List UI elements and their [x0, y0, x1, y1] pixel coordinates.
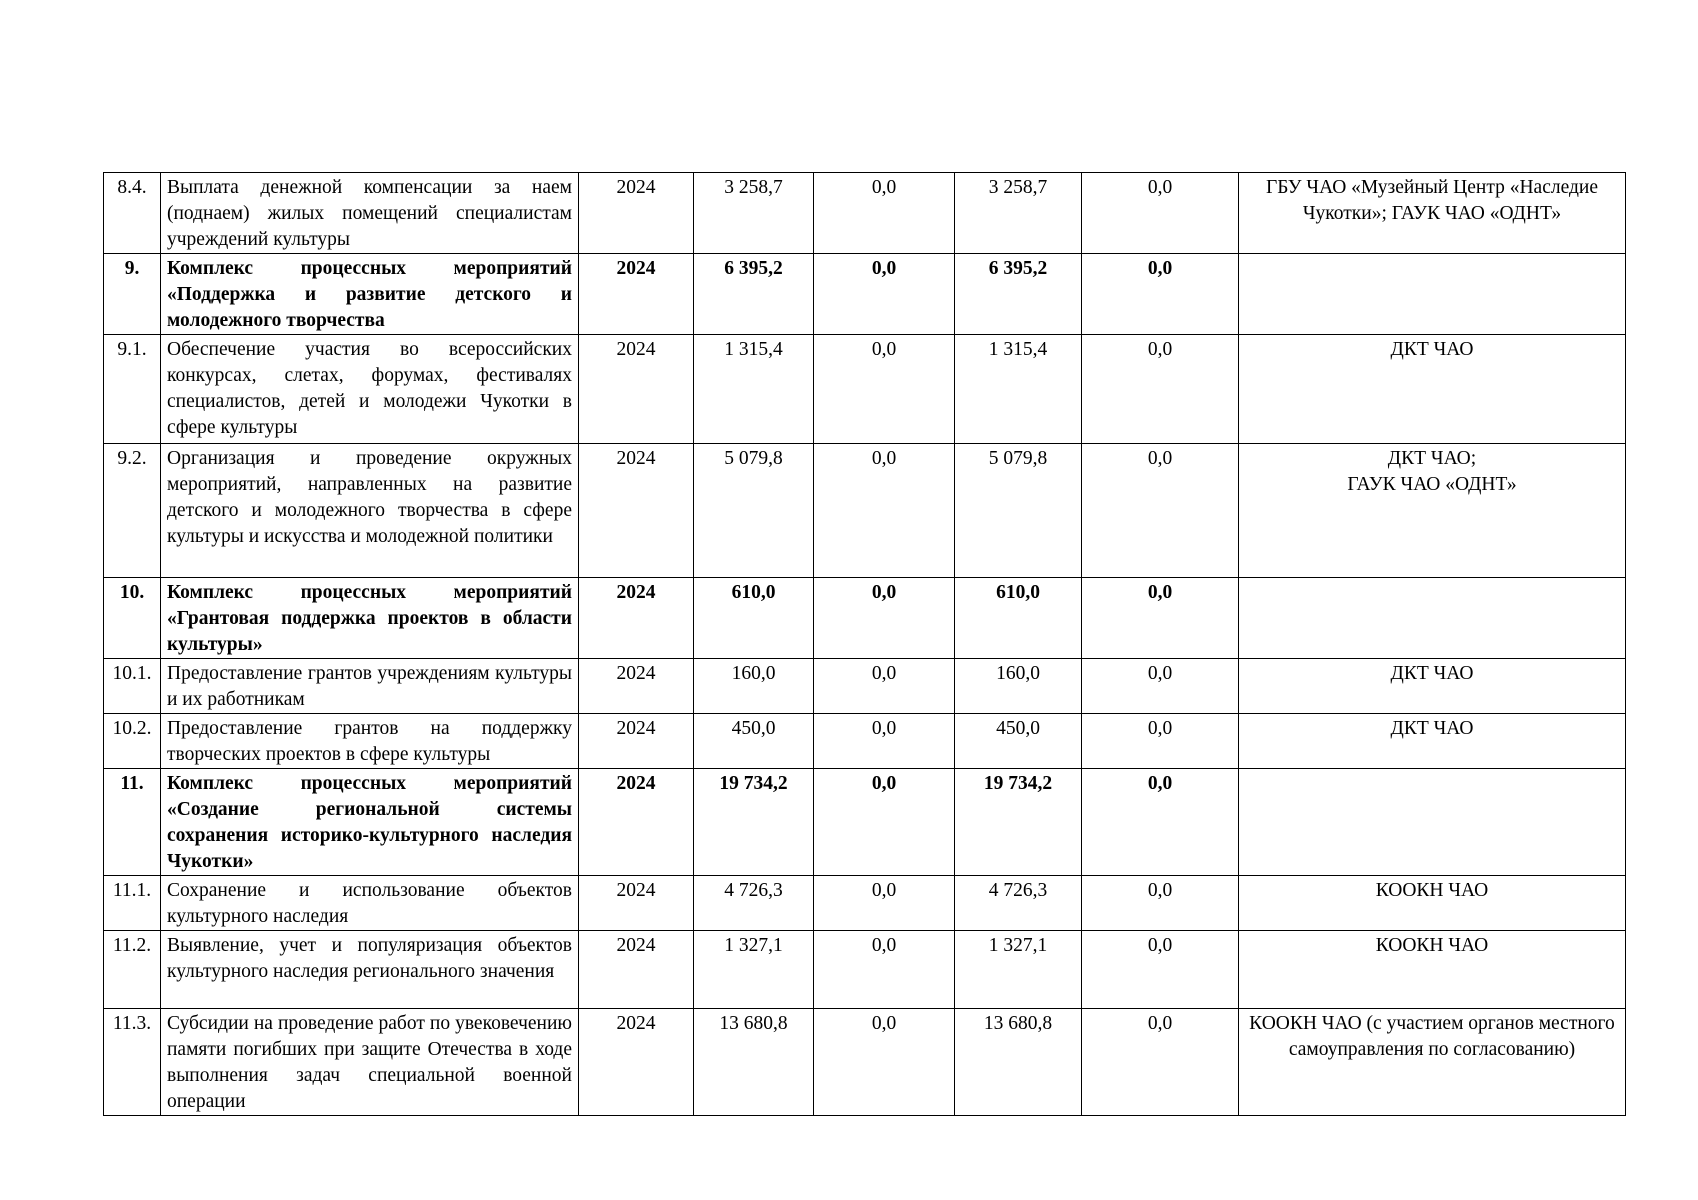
- responsible-executor: ДКТ ЧАО: [1239, 335, 1626, 444]
- year-cell: 2024: [579, 173, 694, 254]
- year-cell: 2024: [579, 659, 694, 714]
- regional-budget: 3 258,7: [955, 173, 1082, 254]
- table-row: [104, 931, 1626, 1009]
- year-cell: 2024: [579, 1009, 694, 1116]
- federal-budget: 0,0: [814, 769, 955, 876]
- activity-name: Предоставление грантов учреждениям культуры и их работникам: [161, 659, 579, 714]
- regional-budget: 6 395,2: [955, 254, 1082, 335]
- regional-budget: 1 315,4: [955, 335, 1082, 444]
- total-amount: 1 327,1: [694, 931, 814, 1009]
- federal-budget: 0,0: [814, 254, 955, 335]
- total-amount: 450,0: [694, 714, 814, 769]
- total-amount: 19 734,2: [694, 769, 814, 876]
- responsible-executor: КООКН ЧАО: [1239, 876, 1626, 931]
- total-amount: 3 258,7: [694, 173, 814, 254]
- year-cell: 2024: [579, 714, 694, 769]
- total-amount: 6 395,2: [694, 254, 814, 335]
- year-cell: 2024: [579, 254, 694, 335]
- responsible-executor: [1239, 769, 1626, 876]
- row-number: 9.2.: [104, 444, 161, 578]
- row-number: 11.2.: [104, 931, 161, 1009]
- federal-budget: 0,0: [814, 335, 955, 444]
- responsible-executor: КООКН ЧАО (с участием органов местного самоуправления по согласованию): [1239, 1009, 1626, 1116]
- responsible-executor: ДКТ ЧАО: [1239, 659, 1626, 714]
- responsible-executor: ДКТ ЧАО: [1239, 714, 1626, 769]
- row-number: 10.2.: [104, 714, 161, 769]
- table-row: [104, 444, 1626, 578]
- activity-name: Комплекс процессных мероприятий «Грантовая поддержка проектов в области культуры»: [161, 578, 579, 659]
- other-sources: 0,0: [1082, 578, 1239, 659]
- table-row: [104, 1009, 1626, 1116]
- table-row: [104, 173, 1626, 254]
- activity-name: Комплекс процессных мероприятий «Поддержка и развитие детского и молодежного творчества: [161, 254, 579, 335]
- federal-budget: 0,0: [814, 444, 955, 578]
- table-body: [104, 173, 1626, 1116]
- activity-name: Выплата денежной компенсации за наем (поднаем) жилых помещений специалистам учреждений культуры: [161, 173, 579, 254]
- year-cell: 2024: [579, 444, 694, 578]
- row-number: 9.: [104, 254, 161, 335]
- federal-budget: 0,0: [814, 659, 955, 714]
- year-cell: 2024: [579, 335, 694, 444]
- row-number: 10.1.: [104, 659, 161, 714]
- federal-budget: 0,0: [814, 173, 955, 254]
- activity-name: Предоставление грантов на поддержку творческих проектов в сфере культуры: [161, 714, 579, 769]
- total-amount: 610,0: [694, 578, 814, 659]
- total-amount: 5 079,8: [694, 444, 814, 578]
- year-cell: 2024: [579, 876, 694, 931]
- other-sources: 0,0: [1082, 931, 1239, 1009]
- activity-name: Субсидии на проведение работ по увековечению памяти погибших при защите Отечества в ходе выполнения задач специальной военной операции: [161, 1009, 579, 1116]
- federal-budget: 0,0: [814, 578, 955, 659]
- table-row: [104, 876, 1626, 931]
- table-row: [104, 254, 1626, 335]
- other-sources: 0,0: [1082, 444, 1239, 578]
- other-sources: 0,0: [1082, 254, 1239, 335]
- total-amount: 160,0: [694, 659, 814, 714]
- activity-name: Комплекс процессных мероприятий «Создание региональной системы сохранения историко-культурного наследия Чукотки»: [161, 769, 579, 876]
- total-amount: 13 680,8: [694, 1009, 814, 1116]
- federal-budget: 0,0: [814, 714, 955, 769]
- activity-name: Сохранение и использование объектов культурного наследия: [161, 876, 579, 931]
- responsible-executor: [1239, 578, 1626, 659]
- other-sources: 0,0: [1082, 173, 1239, 254]
- responsible-executor: [1239, 254, 1626, 335]
- year-cell: 2024: [579, 931, 694, 1009]
- responsible-executor: ДКТ ЧАО; ГАУК ЧАО «ОДНТ»: [1239, 444, 1626, 578]
- row-number: 11.: [104, 769, 161, 876]
- activity-name: Выявление, учет и популяризация объектов культурного наследия регионального значения: [161, 931, 579, 1009]
- total-amount: 1 315,4: [694, 335, 814, 444]
- other-sources: 0,0: [1082, 876, 1239, 931]
- row-number: 8.4.: [104, 173, 161, 254]
- activity-name: Организация и проведение окружных мероприятий, направленных на развитие детского и молодежного творчества в сфере культуры и искусства и молодежной политики: [161, 444, 579, 578]
- other-sources: 0,0: [1082, 714, 1239, 769]
- federal-budget: 0,0: [814, 876, 955, 931]
- regional-budget: 450,0: [955, 714, 1082, 769]
- responsible-executor: КООКН ЧАО: [1239, 931, 1626, 1009]
- row-number: 11.3.: [104, 1009, 161, 1116]
- table-row: [104, 659, 1626, 714]
- regional-budget: 610,0: [955, 578, 1082, 659]
- year-cell: 2024: [579, 578, 694, 659]
- table-row: [104, 769, 1626, 876]
- other-sources: 0,0: [1082, 335, 1239, 444]
- regional-budget: 5 079,8: [955, 444, 1082, 578]
- federal-budget: 0,0: [814, 1009, 955, 1116]
- total-amount: 4 726,3: [694, 876, 814, 931]
- federal-budget: 0,0: [814, 931, 955, 1009]
- regional-budget: 160,0: [955, 659, 1082, 714]
- table-row: [104, 335, 1626, 444]
- other-sources: 0,0: [1082, 1009, 1239, 1116]
- regional-budget: 4 726,3: [955, 876, 1082, 931]
- regional-budget: 19 734,2: [955, 769, 1082, 876]
- row-number: 11.1.: [104, 876, 161, 931]
- table-row: [104, 578, 1626, 659]
- row-number: 10.: [104, 578, 161, 659]
- activity-name: Обеспечение участия во всероссийских конкурсах, слетах, форумах, фестивалях специалистов, детей и молодежи Чукотки в сфере культуры: [161, 335, 579, 444]
- responsible-executor: ГБУ ЧАО «Музейный Центр «Наследие Чукотки»; ГАУК ЧАО «ОДНТ»: [1239, 173, 1626, 254]
- regional-budget: 13 680,8: [955, 1009, 1082, 1116]
- program-table: [103, 172, 1626, 1116]
- regional-budget: 1 327,1: [955, 931, 1082, 1009]
- year-cell: 2024: [579, 769, 694, 876]
- other-sources: 0,0: [1082, 659, 1239, 714]
- row-number: 9.1.: [104, 335, 161, 444]
- table-row: [104, 714, 1626, 769]
- other-sources: 0,0: [1082, 769, 1239, 876]
